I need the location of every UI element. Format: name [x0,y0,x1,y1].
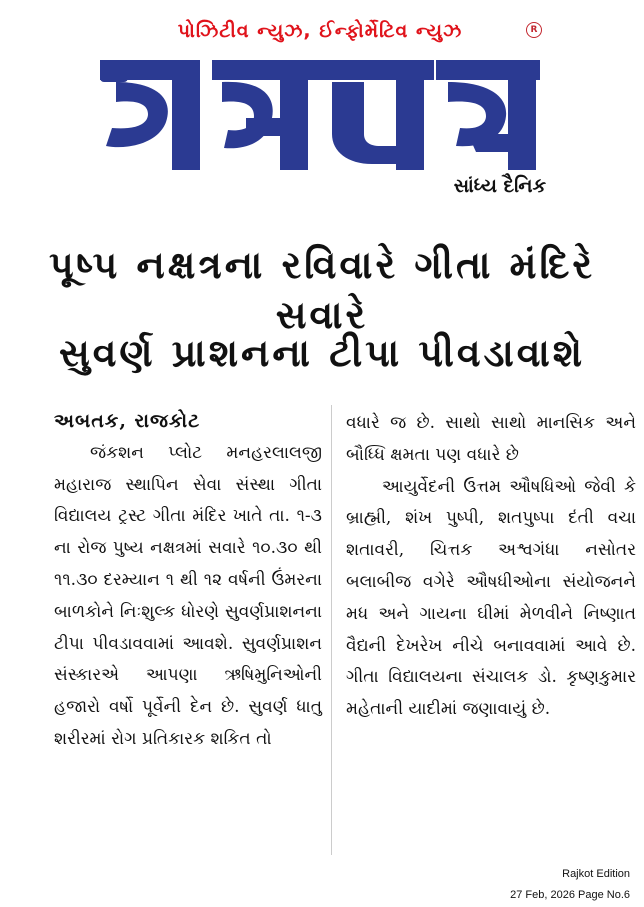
registered-mark-icon: R [526,22,542,38]
logo-text: અબતક [96,38,100,39]
column-divider [331,405,332,855]
article-paragraph: આયુર્વેદની ઉત્તમ ઔષધિઓ જેવી કે બ્રાહ્મી, શંખ પુષ્પી, શતપુષ્પા દંતી વચા શતાવરી, ચિત્તક અશ્વગંધા નસોતર બલાબીજ વગેરે ઔષધીઓના સંયોજનને મધ અને ગાયના ઘીમાં મેળવીને નિષ્ણાત વૈદ્યની દેખરેખ નીચે બનાવવામાં આવે છે. ગીતા વિદ્યાલયના સંચાલક ડો. કૃષ્ણકુમાર મહેતાની યાદીમાં જણાવાયું છે. [346,476,636,720]
headline-line-1: પૂષ્પ નક્ષત્રના રવિવારે ગીતા મંદિરે સવારે [48,243,595,337]
dateline: અબતક, રાજકોટ [54,410,201,432]
edition-name: Rajkot Edition [562,868,630,880]
masthead [0,0,644,220]
article-paragraph: જંકશન પ્લોટ મનહરલાલજી મહારાજ સ્થાપિન સેવા સંસ્થા ગીતા વિદ્યાલય ટ્રસ્ટ ગીતા મંદિર ખાતે તા. ૧-૩ ના રોજ પુષ્ય નક્ષત્રમાં સવારે ૧૦.૩૦ થી ૧૧.૩૦ દરમ્યાન ૧ થી ૧૨ વર્ષની ઉંમરના બાળકોને નિઃશુલ્ક ધોરણે સુવર્ણપ્રાશનના ટીપા પીવડાવવામાં આવશે. સુવર્ણપ્રાશન સંસ્કારએ આપણા ઋષિમુનિઓની હજારો વર્ષો પૂર્વેની દેન છે. સુવર્ણ ધાતુ શરીરમાં રોગ પ્રતિકારક શકિત તો [54,442,322,749]
article-column-1 [54,406,322,756]
headline-line-2: સુવર્ણ પ્રાશનના ટીપા પીવડાવાશે [58,331,586,375]
masthead-subtitle: સાંધ્ય દૈનિક [453,175,546,197]
tagline: પોઝિટીવ ન્યુઝ, ઈન્ફોર્મેટિવ ન્યુઝ [177,20,463,42]
newspaper-logo [96,38,546,178]
edition-date-page: 27 Feb, 2026 Page No.6 [510,889,630,901]
edition-info [510,864,630,906]
article-column-2 [346,408,636,726]
article-paragraph: વધારે જ છે. સાથો સાથો માનસિક અને બૌધ્ધિ ક્ષમતા પણ વધારે છે [346,413,636,465]
